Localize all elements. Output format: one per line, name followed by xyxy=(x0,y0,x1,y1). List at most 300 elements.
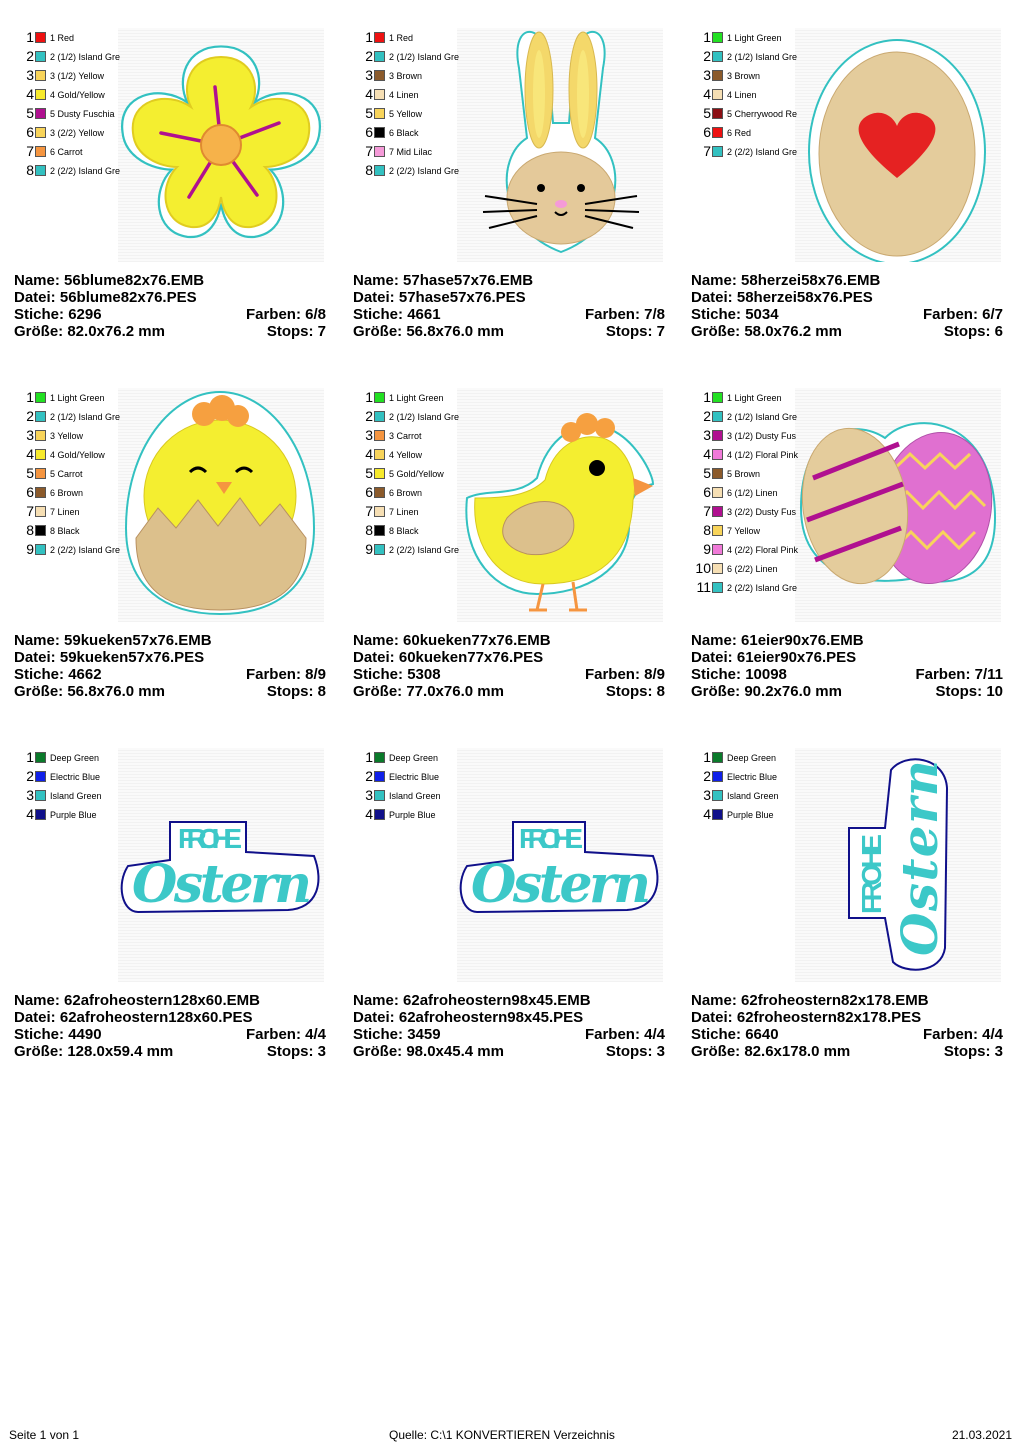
logo-ostern: Ostern xyxy=(471,854,651,915)
thread-name: 2 (2/2) Island Gre xyxy=(50,544,121,555)
thread-name: 5 Gold/Yellow xyxy=(389,468,444,479)
thread-row xyxy=(695,445,810,464)
color-count: Farben: 8/9 xyxy=(584,666,665,683)
thread-number: 7 xyxy=(703,143,711,159)
thread-name: 2 (1/2) Island Gre xyxy=(727,51,798,62)
thread-color-swatch xyxy=(35,790,46,801)
thread-list xyxy=(695,388,810,597)
thread-name: 2 (1/2) Island Gre xyxy=(389,51,460,62)
thread-number: 2 xyxy=(703,408,711,424)
thread-row xyxy=(357,521,472,540)
embroidery-preview xyxy=(457,388,663,622)
size-field: Größe: 77.0x76.0 mm xyxy=(353,683,504,700)
thread-number: 3 xyxy=(365,67,373,83)
file-field: Datei: 56blume82x76.PES xyxy=(14,289,197,306)
thread-color-swatch xyxy=(712,582,723,593)
thread-row xyxy=(18,767,133,786)
thread-color-swatch xyxy=(712,146,723,157)
stitch-count: Stiche: 5034 xyxy=(691,306,779,323)
thread-color-swatch xyxy=(712,411,723,422)
thread-number: 1 xyxy=(26,749,34,765)
thread-row xyxy=(695,483,810,502)
thread-color-swatch xyxy=(374,752,385,763)
name-field: Name: 58herzei58x76.EMB xyxy=(691,272,881,289)
embroidery-preview xyxy=(118,748,324,982)
stop-count: Stops: 3 xyxy=(943,1043,1003,1060)
thread-number: 8 xyxy=(26,522,34,538)
thread-name: 6 Red xyxy=(727,127,752,138)
thread-color-swatch xyxy=(374,165,385,176)
thread-list xyxy=(18,388,133,559)
thread-number: 5 xyxy=(26,105,34,121)
name-field: Name: 56blume82x76.EMB xyxy=(14,272,205,289)
thread-row xyxy=(695,805,810,824)
thread-name: 2 (2/2) Island Gre xyxy=(389,544,460,555)
thread-color-swatch xyxy=(35,752,46,763)
thread-color-swatch xyxy=(712,108,723,119)
thread-number: 4 xyxy=(703,86,711,102)
thread-row xyxy=(695,407,810,426)
thread-number: 2 xyxy=(703,48,711,64)
thread-number: 3 xyxy=(26,67,34,83)
thread-number: 4 xyxy=(26,86,34,102)
color-count: Farben: 8/9 xyxy=(245,666,326,683)
embroidery-preview xyxy=(795,748,1001,982)
thread-number: 8 xyxy=(365,522,373,538)
thread-name: 4 Gold/Yellow xyxy=(50,89,105,100)
thread-color-swatch xyxy=(374,487,385,498)
thread-row xyxy=(695,142,810,161)
thread-color-swatch xyxy=(374,790,385,801)
thread-row xyxy=(357,483,472,502)
thread-row xyxy=(695,540,810,559)
thread-color-swatch xyxy=(374,468,385,479)
thread-name: 4 Linen xyxy=(727,89,757,100)
thread-number: 2 xyxy=(26,408,34,424)
size-field: Größe: 82.0x76.2 mm xyxy=(14,323,165,340)
thread-row xyxy=(357,28,472,47)
thread-color-swatch xyxy=(35,127,46,138)
thread-name: 5 Dusty Fuschia xyxy=(50,108,115,119)
thread-name: Electric Blue xyxy=(50,771,101,782)
thread-color-swatch xyxy=(374,430,385,441)
thread-number: 9 xyxy=(365,541,373,557)
thread-row xyxy=(18,85,133,104)
thread-name: 2 (1/2) Island Gre xyxy=(389,411,460,422)
thread-color-swatch xyxy=(374,506,385,517)
thread-color-swatch xyxy=(35,51,46,62)
thread-row xyxy=(695,388,810,407)
thread-number: 8 xyxy=(365,162,373,178)
thread-row xyxy=(18,540,133,559)
design-info xyxy=(353,632,665,700)
thread-row xyxy=(357,748,472,767)
thread-color-swatch xyxy=(712,430,723,441)
thread-number: 3 xyxy=(365,427,373,443)
thread-number: 7 xyxy=(365,503,373,519)
thread-number: 5 xyxy=(365,105,373,121)
stitch-count: Stiche: 4661 xyxy=(353,306,441,323)
thread-number: 4 xyxy=(365,446,373,462)
thread-number: 9 xyxy=(703,541,711,557)
thread-row xyxy=(695,786,810,805)
thread-number: 4 xyxy=(703,446,711,462)
design-info xyxy=(14,632,326,700)
thread-name: 8 Black xyxy=(50,525,80,536)
thread-number: 2 xyxy=(365,768,373,784)
thread-number: 5 xyxy=(703,105,711,121)
thread-color-swatch xyxy=(35,430,46,441)
thread-name: Deep Green xyxy=(389,752,439,763)
thread-name: 2 (2/2) Island Gre xyxy=(389,165,460,176)
thread-color-swatch xyxy=(374,70,385,81)
thread-row xyxy=(695,123,810,142)
stitch-count: Stiche: 6640 xyxy=(691,1026,779,1043)
thread-color-swatch xyxy=(374,525,385,536)
size-field: Größe: 56.8x76.0 mm xyxy=(353,323,504,340)
name-field: Name: 62froheostern82x178.EMB xyxy=(691,992,929,1009)
thread-color-swatch xyxy=(712,51,723,62)
thread-name: 3 (2/2) Yellow xyxy=(50,127,105,138)
thread-name: 2 (1/2) Island Gre xyxy=(50,51,121,62)
thread-row xyxy=(357,540,472,559)
color-count: Farben: 6/7 xyxy=(922,306,1003,323)
file-field: Datei: 61eier90x76.PES xyxy=(691,649,857,666)
file-field: Datei: 62froheostern82x178.PES xyxy=(691,1009,922,1026)
design-info xyxy=(14,272,326,340)
thread-row xyxy=(357,426,472,445)
stop-count: Stops: 8 xyxy=(266,683,326,700)
color-count: Farben: 7/11 xyxy=(915,666,1003,683)
thread-number: 4 xyxy=(365,806,373,822)
design-card xyxy=(14,748,334,1088)
stitch-count: Stiche: 3459 xyxy=(353,1026,441,1043)
thread-name: Island Green xyxy=(727,790,779,801)
thread-row xyxy=(357,66,472,85)
thread-number: 1 xyxy=(26,29,34,45)
thread-number: 7 xyxy=(26,503,34,519)
thread-color-swatch xyxy=(35,544,46,555)
thread-list xyxy=(695,748,810,824)
thread-color-swatch xyxy=(712,809,723,820)
thread-name: 5 Yellow xyxy=(389,108,423,119)
thread-row xyxy=(357,786,472,805)
thread-name: Deep Green xyxy=(50,752,100,763)
thread-name: Island Green xyxy=(389,790,441,801)
thread-row xyxy=(18,388,133,407)
logo-frohe: FROHE xyxy=(856,834,887,914)
thread-row xyxy=(695,28,810,47)
thread-name: 6 Brown xyxy=(50,487,84,498)
thread-number: 3 xyxy=(26,787,34,803)
thread-name: Purple Blue xyxy=(727,809,774,820)
thread-row xyxy=(695,66,810,85)
thread-number: 6 xyxy=(365,124,373,140)
thread-name: 3 Brown xyxy=(727,70,761,81)
thread-number: 2 xyxy=(365,408,373,424)
thread-row xyxy=(695,521,810,540)
thread-row xyxy=(357,123,472,142)
thread-number: 1 xyxy=(365,749,373,765)
thread-name: 2 (2/2) Island Gre xyxy=(727,582,798,593)
thread-color-swatch xyxy=(35,146,46,157)
thread-color-swatch xyxy=(35,165,46,176)
thread-row xyxy=(18,142,133,161)
thread-color-swatch xyxy=(712,89,723,100)
thread-row xyxy=(18,28,133,47)
thread-number: 1 xyxy=(365,29,373,45)
thread-row xyxy=(357,805,472,824)
file-field: Datei: 62afroheostern98x45.PES xyxy=(353,1009,584,1026)
thread-row xyxy=(18,445,133,464)
thread-color-swatch xyxy=(712,468,723,479)
thread-list xyxy=(18,748,133,824)
embroidery-preview xyxy=(457,748,663,982)
thread-color-swatch xyxy=(374,411,385,422)
thread-color-swatch xyxy=(35,468,46,479)
thread-name: Electric Blue xyxy=(389,771,440,782)
thread-row xyxy=(695,578,810,597)
thread-row xyxy=(18,161,133,180)
thread-number: 4 xyxy=(26,446,34,462)
thread-name: 7 Yellow xyxy=(727,525,761,536)
source-path: Quelle: C:\1 KONVERTIEREN Verzeichnis xyxy=(389,1428,615,1442)
thread-name: 8 Black xyxy=(389,525,419,536)
thread-number: 6 xyxy=(703,484,711,500)
thread-color-swatch xyxy=(35,449,46,460)
file-field: Datei: 59kueken57x76.PES xyxy=(14,649,205,666)
thread-number: 6 xyxy=(365,484,373,500)
thread-name: 3 (1/2) Yellow xyxy=(50,70,105,81)
thread-name: 4 Yellow xyxy=(389,449,423,460)
stitch-count: Stiche: 4662 xyxy=(14,666,102,683)
thread-number: 5 xyxy=(26,465,34,481)
file-field: Datei: 60kueken77x76.PES xyxy=(353,649,544,666)
thread-list xyxy=(357,28,472,180)
stop-count: Stops: 7 xyxy=(266,323,326,340)
thread-color-swatch xyxy=(712,487,723,498)
thread-name: 2 (1/2) Island Gre xyxy=(50,411,121,422)
thread-name: Electric Blue xyxy=(727,771,778,782)
thread-color-swatch xyxy=(374,146,385,157)
page-number: Seite 1 von 1 xyxy=(9,1428,80,1442)
thread-name: 1 Light Green xyxy=(389,392,444,403)
thread-name: 1 Red xyxy=(389,32,414,43)
thread-name: 5 Cherrywood Re xyxy=(727,108,798,119)
design-card xyxy=(691,388,1011,728)
thread-color-swatch xyxy=(374,809,385,820)
name-field: Name: 61eier90x76.EMB xyxy=(691,632,864,649)
thread-number: 3 xyxy=(703,787,711,803)
stitch-count: Stiche: 4490 xyxy=(14,1026,102,1043)
size-field: Größe: 128.0x59.4 mm xyxy=(14,1043,174,1060)
thread-color-swatch xyxy=(712,525,723,536)
thread-name: 4 Linen xyxy=(389,89,419,100)
thread-color-swatch xyxy=(35,70,46,81)
color-count: Farben: 6/8 xyxy=(245,306,326,323)
thread-name: Purple Blue xyxy=(50,809,97,820)
thread-row xyxy=(18,464,133,483)
thread-number: 7 xyxy=(26,143,34,159)
thread-number: 8 xyxy=(26,162,34,178)
thread-number: 2 xyxy=(365,48,373,64)
design-card xyxy=(691,28,1011,368)
thread-number: 3 xyxy=(703,67,711,83)
thread-color-swatch xyxy=(374,544,385,555)
name-field: Name: 62afroheostern98x45.EMB xyxy=(353,992,591,1009)
thread-number: 2 xyxy=(26,768,34,784)
thread-row xyxy=(18,521,133,540)
thread-number: 6 xyxy=(703,124,711,140)
thread-row xyxy=(357,407,472,426)
thread-row xyxy=(695,748,810,767)
thread-name: 5 Carrot xyxy=(50,468,83,479)
thread-name: 7 Mid Lilac xyxy=(389,146,433,157)
thread-color-swatch xyxy=(374,392,385,403)
thread-number: 3 xyxy=(26,427,34,443)
thread-row xyxy=(18,786,133,805)
size-field: Größe: 82.6x178.0 mm xyxy=(691,1043,851,1060)
color-count: Farben: 4/4 xyxy=(922,1026,1003,1043)
thread-row xyxy=(695,559,810,578)
thread-color-swatch xyxy=(712,32,723,43)
thread-row xyxy=(357,47,472,66)
stop-count: Stops: 6 xyxy=(943,323,1003,340)
thread-color-swatch xyxy=(712,563,723,574)
thread-name: Purple Blue xyxy=(389,809,436,820)
embroidery-preview xyxy=(795,28,1001,262)
thread-color-swatch xyxy=(374,51,385,62)
thread-number: 3 xyxy=(365,787,373,803)
thread-number: 4 xyxy=(26,806,34,822)
thread-name: 1 Light Green xyxy=(50,392,105,403)
name-field: Name: 57hase57x76.EMB xyxy=(353,272,534,289)
thread-name: 5 Brown xyxy=(727,468,761,479)
print-date: 21.03.2021 xyxy=(951,1428,1012,1442)
design-card xyxy=(14,388,334,728)
stitch-count: Stiche: 6296 xyxy=(14,306,102,323)
file-field: Datei: 57hase57x76.PES xyxy=(353,289,526,306)
stop-count: Stops: 3 xyxy=(266,1043,326,1060)
thread-name: 6 Brown xyxy=(389,487,423,498)
thread-row xyxy=(357,85,472,104)
design-card xyxy=(353,388,673,728)
thread-color-swatch xyxy=(35,411,46,422)
thread-name: 7 Linen xyxy=(389,506,419,517)
thread-row xyxy=(695,767,810,786)
thread-color-swatch xyxy=(35,506,46,517)
thread-color-swatch xyxy=(712,544,723,555)
thread-number: 11 xyxy=(696,579,711,595)
thread-row xyxy=(357,464,472,483)
thread-color-swatch xyxy=(35,89,46,100)
thread-color-swatch xyxy=(712,771,723,782)
thread-name: Deep Green xyxy=(727,752,777,763)
thread-name: 1 Light Green xyxy=(727,32,782,43)
thread-row xyxy=(357,161,472,180)
thread-row xyxy=(18,748,133,767)
name-field: Name: 62afroheostern128x60.EMB xyxy=(14,992,260,1009)
thread-row xyxy=(18,66,133,85)
embroidery-preview xyxy=(118,388,324,622)
thread-color-swatch xyxy=(35,108,46,119)
design-card xyxy=(691,748,1011,1088)
thread-color-swatch xyxy=(374,32,385,43)
thread-row xyxy=(18,123,133,142)
design-info xyxy=(353,992,665,1060)
thread-color-swatch xyxy=(374,771,385,782)
thread-color-swatch xyxy=(712,506,723,517)
thread-color-swatch xyxy=(35,32,46,43)
thread-list xyxy=(357,388,472,559)
thread-color-swatch xyxy=(712,70,723,81)
thread-number: 1 xyxy=(703,749,711,765)
thread-number: 3 xyxy=(703,427,711,443)
thread-row xyxy=(695,464,810,483)
thread-color-swatch xyxy=(35,809,46,820)
thread-color-swatch xyxy=(712,127,723,138)
size-field: Größe: 90.2x76.0 mm xyxy=(691,683,842,700)
thread-color-swatch xyxy=(374,108,385,119)
thread-name: 3 (2/2) Dusty Fus xyxy=(727,506,797,517)
thread-name: 3 Yellow xyxy=(50,430,84,441)
thread-name: 1 Red xyxy=(50,32,75,43)
thread-row xyxy=(357,502,472,521)
thread-name: 3 Brown xyxy=(389,70,423,81)
embroidery-preview xyxy=(118,28,324,262)
thread-number: 1 xyxy=(26,389,34,405)
thread-name: 6 (2/2) Linen xyxy=(727,563,778,574)
thread-name: 4 Gold/Yellow xyxy=(50,449,105,460)
thread-number: 10 xyxy=(695,560,711,576)
thread-list xyxy=(695,28,810,161)
thread-number: 4 xyxy=(703,806,711,822)
thread-number: 5 xyxy=(365,465,373,481)
stop-count: Stops: 8 xyxy=(605,683,665,700)
thread-color-swatch xyxy=(374,127,385,138)
thread-color-swatch xyxy=(35,487,46,498)
design-card xyxy=(353,748,673,1088)
design-info xyxy=(14,992,326,1060)
file-field: Datei: 58herzei58x76.PES xyxy=(691,289,873,306)
design-info xyxy=(691,632,1003,700)
thread-color-swatch xyxy=(712,790,723,801)
stitch-count: Stiche: 5308 xyxy=(353,666,441,683)
thread-number: 8 xyxy=(703,522,711,538)
size-field: Größe: 58.0x76.2 mm xyxy=(691,323,842,340)
thread-row xyxy=(357,388,472,407)
thread-list xyxy=(357,748,472,824)
design-card xyxy=(353,28,673,368)
thread-row xyxy=(18,502,133,521)
size-field: Größe: 56.8x76.0 mm xyxy=(14,683,165,700)
thread-number: 1 xyxy=(703,29,711,45)
thread-name: 6 Carrot xyxy=(50,146,83,157)
color-count: Farben: 4/4 xyxy=(584,1026,665,1043)
thread-name: 4 (1/2) Floral Pink xyxy=(727,449,799,460)
thread-name: 2 (1/2) Island Gre xyxy=(727,411,798,422)
thread-row xyxy=(357,142,472,161)
thread-name: 2 (2/2) Island Gre xyxy=(727,146,798,157)
thread-row xyxy=(357,445,472,464)
stop-count: Stops: 10 xyxy=(935,683,1003,700)
design-info xyxy=(691,992,1003,1060)
thread-row xyxy=(18,483,133,502)
thread-color-swatch xyxy=(35,525,46,536)
thread-number: 7 xyxy=(365,143,373,159)
thread-name: 2 (2/2) Island Gre xyxy=(50,165,121,176)
design-card xyxy=(14,28,334,368)
